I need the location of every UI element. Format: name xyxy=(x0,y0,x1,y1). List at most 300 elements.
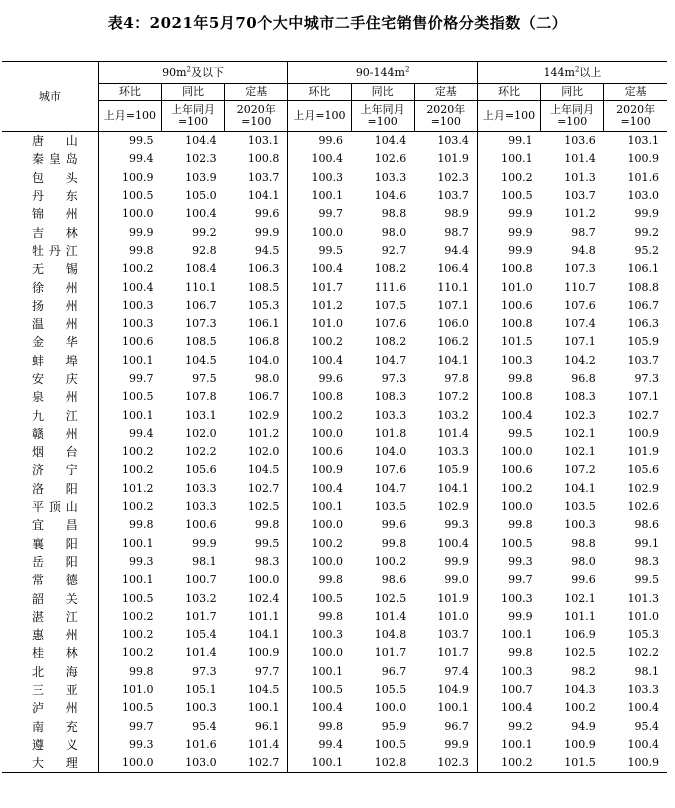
index-value-cell: 100.2 xyxy=(374,554,407,568)
index-value-cell: 100.1 xyxy=(501,628,533,642)
index-value-cell: 100.1 xyxy=(414,699,477,717)
index-value-cell: 101.3 xyxy=(627,591,659,605)
index-value-cell: 97.7 xyxy=(225,663,288,681)
city-name-cell: 北海 xyxy=(2,663,98,681)
index-value-cell: 100.6 xyxy=(311,445,344,459)
table-row xyxy=(2,169,667,187)
index-value-cell: 100.6 xyxy=(121,335,154,349)
city-name-cell: 平顶山 xyxy=(2,498,98,516)
table-row xyxy=(2,333,667,351)
index-value-cell: 98.2 xyxy=(571,664,596,678)
table-row xyxy=(2,553,667,571)
index-value-cell: 101.9 xyxy=(414,589,477,607)
index-value-cell: 106.9 xyxy=(564,628,596,642)
index-value-cell: 99.6 xyxy=(318,372,344,385)
index-value-cell: 107.6 xyxy=(374,463,407,477)
index-value-cell: 103.0 xyxy=(627,189,659,203)
index-value-cell: 99.9 xyxy=(634,207,659,221)
index-value-cell: 99.9 xyxy=(128,225,154,239)
index-value-cell: 107.6 xyxy=(564,298,596,312)
table-row xyxy=(2,205,667,223)
index-value-cell: 100.2 xyxy=(121,609,154,623)
index-value-cell: 100.1 xyxy=(121,353,154,367)
index-value-cell: 100.3 xyxy=(501,591,533,605)
index-value-cell: 99.7 xyxy=(318,207,344,221)
index-value-cell: 100.0 xyxy=(311,426,344,440)
index-value-cell: 97.8 xyxy=(414,370,477,388)
index-value-cell: 102.0 xyxy=(225,443,288,461)
index-value-cell: 99.2 xyxy=(192,225,217,239)
index-value-cell: 99.9 xyxy=(414,736,477,754)
index-value-cell: 98.9 xyxy=(414,205,477,223)
city-name-cell: 洛阳 xyxy=(2,480,98,498)
table-row xyxy=(2,223,667,241)
index-value-cell: 108.4 xyxy=(185,262,217,276)
city-name-cell: 包头 xyxy=(2,169,98,187)
index-value-cell: 101.7 xyxy=(311,280,344,294)
index-value-cell: 101.2 xyxy=(121,481,154,495)
table-row xyxy=(2,608,667,626)
index-value-cell: 102.9 xyxy=(414,498,477,516)
index-value-cell: 100.4 xyxy=(311,353,344,367)
index-value-cell: 100.9 xyxy=(627,152,659,166)
index-value-cell: 102.3 xyxy=(564,408,596,422)
index-value-cell: 103.5 xyxy=(564,500,596,514)
index-value-cell: 103.3 xyxy=(414,443,477,461)
index-value-cell: 101.1 xyxy=(564,609,596,623)
index-value-cell: 103.7 xyxy=(564,189,596,203)
city-name-cell: 韶关 xyxy=(2,589,98,607)
index-value-cell: 99.9 xyxy=(508,225,533,239)
index-value-cell: 104.1 xyxy=(225,187,288,205)
index-value-cell: 100.1 xyxy=(121,536,154,550)
index-value-cell: 102.1 xyxy=(564,591,596,605)
index-value-cell: 102.7 xyxy=(225,754,288,773)
index-value-cell: 100.2 xyxy=(311,335,344,349)
index-value-cell: 100.3 xyxy=(311,170,344,184)
index-value-cell: 102.4 xyxy=(225,589,288,607)
index-value-cell: 105.9 xyxy=(627,335,659,349)
index-value-cell: 100.6 xyxy=(501,298,533,312)
index-value-cell: 99.9 xyxy=(508,207,533,221)
index-value-cell: 100.9 xyxy=(564,737,596,751)
index-value-cell: 94.4 xyxy=(414,242,477,260)
index-value-cell: 103.1 xyxy=(185,408,217,422)
index-value-cell: 102.8 xyxy=(351,754,414,773)
index-value-cell: 104.4 xyxy=(374,134,407,148)
index-value-cell: 98.0 xyxy=(571,554,596,568)
index-value-cell: 97.5 xyxy=(192,372,217,385)
index-value-cell: 100.1 xyxy=(501,737,533,751)
base-period-header: 上年同月=100 xyxy=(351,101,414,132)
index-value-cell: 102.3 xyxy=(414,169,477,187)
index-value-cell: 101.1 xyxy=(225,608,288,626)
group-header-small: $90m^2$及以下 xyxy=(98,62,288,84)
index-value-cell: 103.3 xyxy=(627,683,659,697)
index-value-cell: 99.8 xyxy=(381,536,407,550)
subcolumn-header: 定基 xyxy=(414,84,477,101)
index-value-cell: 106.0 xyxy=(414,315,477,333)
index-value-cell: 103.3 xyxy=(185,481,217,495)
table-row xyxy=(2,352,667,370)
index-value-cell: 105.1 xyxy=(185,683,217,697)
index-value-cell: 99.4 xyxy=(128,152,154,166)
index-value-cell: 100.2 xyxy=(121,646,154,660)
index-value-cell: 100.3 xyxy=(311,628,344,642)
index-value-cell: 100.6 xyxy=(185,518,217,532)
index-value-cell: 98.8 xyxy=(381,207,407,221)
index-value-cell: 99.9 xyxy=(414,553,477,571)
city-name-cell: 锦州 xyxy=(2,205,98,223)
index-value-cell: 102.3 xyxy=(185,152,217,166)
table-row xyxy=(2,370,667,388)
index-value-cell: 105.6 xyxy=(185,463,217,477)
index-value-cell: 102.2 xyxy=(185,445,217,459)
index-value-cell: 100.2 xyxy=(121,628,154,642)
index-value-cell: 99.8 xyxy=(318,719,344,733)
index-value-cell: 101.9 xyxy=(414,150,477,168)
index-value-cell: 100.5 xyxy=(501,189,533,203)
index-value-cell: 100.0 xyxy=(98,754,161,773)
index-value-cell: 99.8 xyxy=(318,573,344,587)
index-value-cell: 98.3 xyxy=(634,554,659,568)
index-value-cell: 103.4 xyxy=(414,132,477,151)
index-value-cell: 96.8 xyxy=(571,372,596,385)
index-value-cell: 100.4 xyxy=(501,701,533,715)
index-value-cell: 103.7 xyxy=(414,187,477,205)
index-value-cell: 102.9 xyxy=(225,406,288,424)
index-value-cell: 98.6 xyxy=(634,518,659,532)
table-row xyxy=(2,681,667,699)
base-header-row xyxy=(2,101,667,132)
index-value-cell: 102.0 xyxy=(185,426,217,440)
index-value-cell: 103.3 xyxy=(185,500,217,514)
city-name-cell: 泸州 xyxy=(2,699,98,717)
index-value-cell: 101.7 xyxy=(185,609,217,623)
base-period-header: 上年同月=100 xyxy=(541,101,604,132)
index-value-cell: 99.6 xyxy=(571,573,596,587)
base-period-header: 2020年=100 xyxy=(225,101,288,132)
index-value-cell: 101.0 xyxy=(501,280,533,294)
city-name-cell: 湛江 xyxy=(2,608,98,626)
index-value-cell: 99.9 xyxy=(508,243,533,257)
table-row xyxy=(2,150,667,168)
index-value-cell: 101.0 xyxy=(121,683,154,697)
index-value-cell: 100.1 xyxy=(501,152,533,166)
index-value-cell: 110.1 xyxy=(414,278,477,296)
index-value-cell: 104.1 xyxy=(564,481,596,495)
subcolumn-header: 同比 xyxy=(161,84,224,101)
city-name-cell: 南充 xyxy=(2,718,98,736)
table-row xyxy=(2,187,667,205)
group-header-medium: $90-144m^2$ xyxy=(288,62,478,84)
index-value-cell: 100.8 xyxy=(501,317,533,331)
index-value-cell: 100.4 xyxy=(311,701,344,715)
index-value-cell: 100.1 xyxy=(311,500,344,514)
index-value-cell: 104.7 xyxy=(374,353,407,367)
table-row xyxy=(2,626,667,644)
index-value-cell: 108.3 xyxy=(564,390,596,404)
index-value-cell: 106.2 xyxy=(414,333,477,351)
index-value-cell: 92.8 xyxy=(192,243,217,257)
index-value-cell: 100.9 xyxy=(225,644,288,662)
subcolumn-header: 定基 xyxy=(604,84,667,101)
index-value-cell: 100.5 xyxy=(311,683,344,697)
index-value-cell: 100.0 xyxy=(501,445,533,459)
index-value-cell: 100.0 xyxy=(311,518,344,532)
index-value-cell: 99.8 xyxy=(128,518,154,532)
index-value-cell: 100.7 xyxy=(185,573,217,587)
index-value-cell: 99.7 xyxy=(508,573,533,587)
index-value-cell: 103.7 xyxy=(627,353,659,367)
index-value-cell: 100.0 xyxy=(501,500,533,514)
group-header-large: $144m^2$以上 xyxy=(477,62,667,84)
index-value-cell: 104.5 xyxy=(185,353,217,367)
index-value-cell: 99.5 xyxy=(318,243,344,257)
index-value-cell: 98.1 xyxy=(634,664,659,678)
index-value-cell: 99.5 xyxy=(225,535,288,553)
index-value-cell: 102.6 xyxy=(627,500,659,514)
index-value-cell: 99.2 xyxy=(634,225,659,239)
index-value-cell: 100.4 xyxy=(414,535,477,553)
index-value-cell: 100.2 xyxy=(501,481,533,495)
index-value-cell: 99.6 xyxy=(318,134,344,148)
index-value-cell: 105.3 xyxy=(627,628,659,642)
city-name-cell: 常德 xyxy=(2,571,98,589)
index-value-cell: 100.1 xyxy=(121,573,154,587)
index-value-cell: 103.9 xyxy=(185,170,217,184)
index-value-cell: 104.9 xyxy=(414,681,477,699)
index-value-cell: 108.2 xyxy=(374,262,407,276)
city-name-cell: 牡丹江 xyxy=(2,242,98,260)
city-name-cell: 秦皇岛 xyxy=(2,150,98,168)
city-name-cell: 桂林 xyxy=(2,644,98,662)
city-name-cell: 金华 xyxy=(2,333,98,351)
index-value-cell: 106.3 xyxy=(627,317,659,331)
table-title: 表4：2021年5月70个大中城市二手住宅销售价格分类指数（二） xyxy=(107,14,568,32)
index-value-cell: 101.6 xyxy=(627,170,659,184)
index-value-cell: 108.5 xyxy=(225,278,288,296)
index-value-cell: 103.6 xyxy=(564,134,596,148)
table-row xyxy=(2,754,667,773)
index-value-cell: 100.5 xyxy=(374,737,407,751)
index-value-cell: 105.0 xyxy=(185,189,217,203)
index-value-cell: 101.0 xyxy=(311,317,344,331)
city-name-cell: 大理 xyxy=(2,754,98,773)
city-name-cell: 宜昌 xyxy=(2,516,98,534)
city-name-cell: 惠州 xyxy=(2,626,98,644)
index-value-cell: 104.5 xyxy=(225,681,288,699)
index-value-cell: 103.0 xyxy=(161,754,224,773)
table-row xyxy=(2,498,667,516)
index-value-cell: 100.2 xyxy=(121,463,154,477)
city-name-cell: 烟台 xyxy=(2,443,98,461)
subcolumn-header: 同比 xyxy=(351,84,414,101)
index-value-cell: 99.8 xyxy=(508,518,533,532)
index-value-cell: 96.7 xyxy=(414,718,477,736)
index-value-cell: 102.7 xyxy=(225,480,288,498)
index-value-cell: 111.6 xyxy=(374,280,407,294)
index-value-cell: 99.6 xyxy=(225,205,288,223)
index-value-cell: 103.1 xyxy=(225,132,288,151)
index-value-cell: 99.8 xyxy=(508,372,533,385)
index-value-cell: 100.2 xyxy=(477,754,540,773)
index-value-cell: 108.2 xyxy=(374,335,407,349)
base-period-header: 上年同月=100 xyxy=(161,101,224,132)
index-value-cell: 107.1 xyxy=(414,297,477,315)
index-value-cell: 100.0 xyxy=(374,701,407,715)
base-period-header: 2020年=100 xyxy=(414,101,477,132)
base-period-header: 2020年=100 xyxy=(604,101,667,132)
index-value-cell: 95.2 xyxy=(634,243,659,257)
index-value-cell: 103.3 xyxy=(374,408,407,422)
index-value-cell: 98.7 xyxy=(414,223,477,241)
index-value-cell: 102.5 xyxy=(374,591,407,605)
table-row xyxy=(2,718,667,736)
table-body xyxy=(2,132,667,773)
subcolumn-header: 定基 xyxy=(225,84,288,101)
index-value-cell: 101.8 xyxy=(374,426,407,440)
index-value-cell: 101.4 xyxy=(374,609,407,623)
index-value-cell: 100.5 xyxy=(501,536,533,550)
index-value-cell: 100.4 xyxy=(121,280,154,294)
table-row xyxy=(2,315,667,333)
table-row xyxy=(2,699,667,717)
index-value-cell: 99.2 xyxy=(508,719,533,733)
index-value-cell: 104.0 xyxy=(225,352,288,370)
table-row xyxy=(2,260,667,278)
city-name-cell: 泉州 xyxy=(2,388,98,406)
index-value-cell: 100.3 xyxy=(501,353,533,367)
index-value-cell: 101.0 xyxy=(627,609,659,623)
city-name-cell: 蚌埠 xyxy=(2,352,98,370)
index-value-cell: 101.3 xyxy=(564,170,596,184)
city-name-cell: 遵义 xyxy=(2,736,98,754)
index-value-cell: 102.1 xyxy=(564,426,596,440)
index-value-cell: 104.1 xyxy=(414,480,477,498)
index-value-cell: 104.4 xyxy=(185,134,217,148)
index-value-cell: 98.6 xyxy=(381,573,407,587)
city-name-cell: 九江 xyxy=(2,406,98,424)
index-value-cell: 105.4 xyxy=(185,628,217,642)
index-value-cell: 104.8 xyxy=(374,628,407,642)
index-value-cell: 101.7 xyxy=(374,646,407,660)
table-row xyxy=(2,571,667,589)
city-name-cell: 吉林 xyxy=(2,223,98,241)
city-name-cell: 安庆 xyxy=(2,370,98,388)
index-value-cell: 100.7 xyxy=(501,683,533,697)
index-value-cell: 100.4 xyxy=(501,408,533,422)
price-index-table xyxy=(2,61,667,773)
index-value-cell: 104.7 xyxy=(374,481,407,495)
index-value-cell: 100.1 xyxy=(311,189,344,203)
subcolumn-header: 环比 xyxy=(477,84,540,101)
city-name-cell: 三亚 xyxy=(2,681,98,699)
index-value-cell: 98.1 xyxy=(192,554,217,568)
index-value-cell: 106.8 xyxy=(225,333,288,351)
table-row xyxy=(2,278,667,296)
index-value-cell: 102.5 xyxy=(225,498,288,516)
index-value-cell: 100.1 xyxy=(311,664,344,678)
index-value-cell: 100.5 xyxy=(311,591,344,605)
index-value-cell: 100.5 xyxy=(121,591,154,605)
index-value-cell: 103.2 xyxy=(414,406,477,424)
index-value-cell: 94.9 xyxy=(571,719,596,733)
index-value-cell: 100.5 xyxy=(121,701,154,715)
index-value-cell: 106.7 xyxy=(225,388,288,406)
index-value-cell: 100.0 xyxy=(311,646,344,660)
index-value-cell: 103.2 xyxy=(185,591,217,605)
index-value-cell: 100.1 xyxy=(121,408,154,422)
index-value-cell: 100.2 xyxy=(311,408,344,422)
index-value-cell: 99.1 xyxy=(508,134,533,148)
index-value-cell: 100.3 xyxy=(564,518,596,532)
index-value-cell: 100.3 xyxy=(185,701,217,715)
index-value-cell: 107.1 xyxy=(627,390,659,404)
index-value-cell: 102.7 xyxy=(627,408,659,422)
index-value-cell: 105.5 xyxy=(374,683,407,697)
index-value-cell: 98.3 xyxy=(225,553,288,571)
index-value-cell: 95.4 xyxy=(192,719,217,733)
index-value-cell: 104.1 xyxy=(414,352,477,370)
index-value-cell: 102.5 xyxy=(564,646,596,660)
index-value-cell: 102.6 xyxy=(374,152,407,166)
subcolumn-header-row xyxy=(2,84,667,101)
index-value-cell: 107.1 xyxy=(564,335,596,349)
index-value-cell: 101.2 xyxy=(311,298,344,312)
index-value-cell: 92.7 xyxy=(381,243,407,257)
table-row xyxy=(2,443,667,461)
index-value-cell: 99.3 xyxy=(128,554,154,568)
table-row xyxy=(2,242,667,260)
index-value-cell: 110.1 xyxy=(185,280,217,294)
index-value-cell: 99.9 xyxy=(225,223,288,241)
index-value-cell: 105.6 xyxy=(627,463,659,477)
index-value-cell: 95.4 xyxy=(634,719,659,733)
index-value-cell: 106.4 xyxy=(414,260,477,278)
subcolumn-header: 同比 xyxy=(541,84,604,101)
index-value-cell: 100.8 xyxy=(501,262,533,276)
index-value-cell: 99.7 xyxy=(128,372,154,385)
index-value-cell: 100.5 xyxy=(121,390,154,404)
index-value-cell: 101.2 xyxy=(225,425,288,443)
index-value-cell: 101.9 xyxy=(627,445,659,459)
city-name-cell: 唐山 xyxy=(2,132,98,151)
index-value-cell: 99.5 xyxy=(634,573,659,587)
index-value-cell: 104.0 xyxy=(374,445,407,459)
index-value-cell: 100.9 xyxy=(311,463,344,477)
index-value-cell: 99.8 xyxy=(508,646,533,660)
table-row xyxy=(2,297,667,315)
table-row xyxy=(2,589,667,607)
index-value-cell: 100.2 xyxy=(121,500,154,514)
index-value-cell: 100.1 xyxy=(288,754,351,773)
index-value-cell: 99.7 xyxy=(128,719,154,733)
index-value-cell: 98.0 xyxy=(381,225,407,239)
index-value-cell: 100.8 xyxy=(311,390,344,404)
index-value-cell: 99.5 xyxy=(128,134,154,148)
index-value-cell: 103.3 xyxy=(374,170,407,184)
index-value-cell: 103.7 xyxy=(414,626,477,644)
index-value-cell: 100.3 xyxy=(121,317,154,331)
index-value-cell: 99.3 xyxy=(508,554,533,568)
index-value-cell: 102.1 xyxy=(564,445,596,459)
index-value-cell: 98.8 xyxy=(571,536,596,550)
index-value-cell: 107.3 xyxy=(185,317,217,331)
index-value-cell: 103.7 xyxy=(225,169,288,187)
city-name-cell: 襄阳 xyxy=(2,535,98,553)
index-value-cell: 106.1 xyxy=(627,262,659,276)
